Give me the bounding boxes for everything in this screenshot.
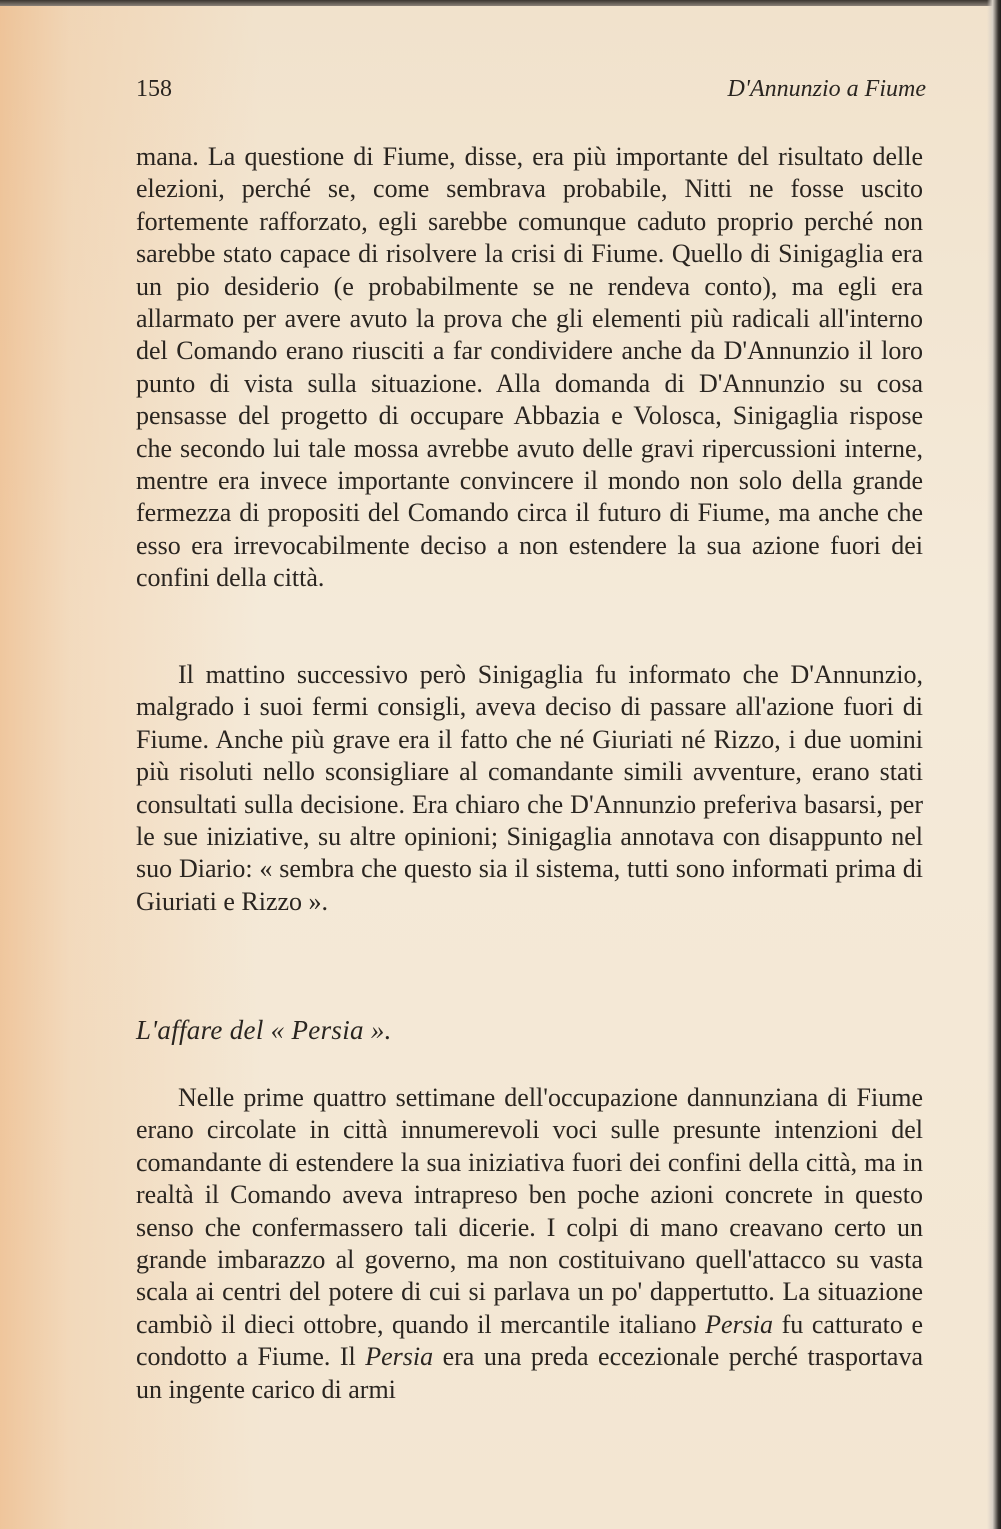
ship-name-persia: Persia xyxy=(705,1309,774,1339)
body-paragraph-1: mana. La questione di Fiume, disse, era più importante del risultato delle elezioni, perché se, come sembrava probabile, Nitti ne fosse uscito fortemente rafforzato, egli sarebbe comunque caduto proprio perché non sarebbe stato capace di risolvere la crisi di Fiume. Quello di Sinigaglia era un pio desiderio (e probabilmente se ne rendeva conto), ma egli era allarmato per avere avuto la prova che gli elementi più radicali all'interno del Comando erano riusciti a far condividere anche da D'Annunzio il loro punto di vista sulla situazione. Alla domanda di D'Annunzio su cosa pensasse del progetto di occupare Abbazia e Volosca, Sinigaglia rispose che secondo lui tale mossa avrebbe avuto delle gravi ripercussioni interne, mentre era invece importante convincere il mondo non solo della grande fermezza di propositi del Comando circa il futuro di Fiume, ma anche che esso era irrevocabilmente deciso a non estendere la sua azione fuori dei confini della città. xyxy=(136,142,923,593)
page-number: 158 xyxy=(136,76,172,102)
body-paragraph-3 xyxy=(136,1082,923,1406)
page-binding-edge xyxy=(987,0,1001,1529)
ship-name-persia-2: Persia xyxy=(365,1342,434,1372)
body-paragraph-2: Il mattino successivo però Sinigaglia fu informato che D'Annunzio, malgrado i suoi fermi consigli, aveva deciso di passare all'azione fuori di Fiume. Anche più grave era il fatto che né Giuriati né Rizzo, i due uomini più risoluti nello sconsigliare al comandante simili avventure, erano stati consultati sulla decisione. Era chiaro che D'Annunzio preferiva basarsi, per le sue iniziative, su altre opinioni; Sinigaglia annotava con disappunto nel suo Diario: « sembra che questo sia il sistema, tutti sono informati prima di Giuriati e Rizzo ». xyxy=(136,660,923,916)
paragraph-3-text-1: Nelle prime quattro settimane dell'occupazione dannunziana di Fiume erano circolate in città innumerevoli voci sulle presunte intenzioni del comandante di estendere la sua iniziativa fuori dei confini della città, ma in realtà il Comando aveva intrapreso ben poche azioni concrete in questo senso che confermassero tali dicerie. I colpi di mano creavano certo un grande imbarazzo al governo, ma non costituivano quell'attacco su vasta scala ai centri del potere di cui si parlava un po' dappertutto. La situazione cambiò il dieci ottobre, quando il mercantile italiano xyxy=(136,1083,923,1339)
section-heading: L'affare del « Persia ». xyxy=(136,1015,392,1045)
paragraph-3-text-3: era una preda eccezionale perché trasportava un ingente carico di armi xyxy=(136,1342,923,1404)
page-header xyxy=(136,76,926,110)
running-title: D'Annunzio a Fiume xyxy=(727,76,926,102)
paragraph-3-text-2: fu catturato e condotto a Fiume. Il xyxy=(136,1309,923,1372)
scan-top-edge xyxy=(0,0,1001,6)
